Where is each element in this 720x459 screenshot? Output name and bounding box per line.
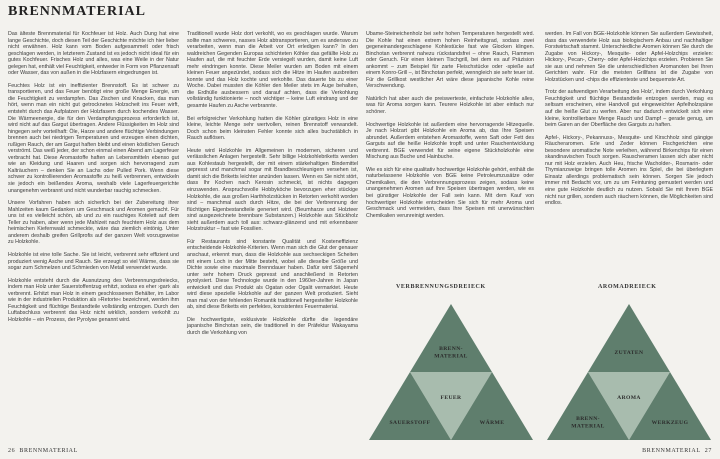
paragraph: Apfel-, Hickory-, Pekannuss-, Mesquite- und Kirschholz sind gängige Räucheraromen. Erle und Zeder können Fischgerichten eine besondere aromatische Note verleihen, während Birkenchips für einen skandinavischen Touch sorgen. Rauscheramen lassen sich aber nicht nur mit Holz erzielen. Auch Heu, frische Wacholder-, Rosmarin- oder Thymianzweige bringen tolle Aromen ins Spiel, die bei überlegtem Einsatz allerdings problematisch sein können. Sorgen Sie jedoch immer mit Bedacht vor, um zu um Feintuning gemustert werden und eine gute Holzkohle deutlich zu nutzen. Sobald Sie mit Ihrem BGE nicht nur grillen, sondern auch räuchern können, die Möglichkeiten sind endlos. bbox=[545, 134, 713, 207]
paragraph: Das älteste Brennmaterial für Kochfeuer ist Holz. Auch Dung hat eine lange Geschichte, doch diesen Teil der Geschichte möchte ich hier lieber nicht erwähnen. Holz kann vom Boden aufgesammelt oder frisch geschlagen werden, in letzterem Zustand ist es jedoch nicht ideal für ein gutes Kochfeuer. Frisches Holz und alles, was eine Weile in der Natur gelegen hat, enthält viel Feuchtigkeit, entweder in Form von Pflanzensaft oder Wasser, das von außen in die Holzfasern eingedrungen ist. bbox=[8, 31, 179, 77]
footer-left bbox=[8, 448, 78, 454]
text-column-4 bbox=[545, 31, 713, 213]
page-number: 26 bbox=[8, 448, 16, 454]
paragraph: Trotz der aufwendigen Verarbeitung des Holz', indem durch Verkohlung Feuchtigkeit und flüchtige Bestandteile entzogen werden, mag es seltsam erscheinen, eine Handvoll gut eingeweichter Apfelholzspäne auf die heiße Glut zu werfen. Aber nur dadurch entwickelt sich eine kleine, kontrollierbare Menge Rauch und Dampf – gerade genug, um beim Garen an der Oberfläche des Garguts zu haften. bbox=[545, 89, 713, 129]
paragraph: Ubame-Steineichenholz bei sehr hohen Temperaturen hergestellt wird. Die Kohle hat einen extrem hohen Reinheitsgrad, sodass zwei gegeneinandergeschlagene Kohlestücke fast wie Glocken klingen. Binchotan verbrennt nahezu rückstandsfrei – ohne Rauch, Flammen oder Geruch. Für einen kleinen Tischgrill, bei dem es auf Präzision ankommt – zum Beispiel für zarte Fleischstücke oder -spieße auf einem Konro-Grill –, ist Binchotan perfekt, wenngleich sie sehr teuer ist. Für die Grillkost westlicher Art wäre diese japanische Kohle reine Verschwendung. bbox=[366, 31, 534, 90]
paragraph: Heute wird Holzkohle im Allgemeinen in modernen, sicheren und verlässlichen Anlagen hergestellt. Sehr billige Holzkohlebriketts werden aus Kohlestaub hergestellt, der mit einem stärkehaltigen Bindemittel gepresst und manchmal sogar mit Brandbeschleunigern versehen ist, damit sich die Briketts leichter anzünden lassen. Wenn es Sie nicht stört, dass Ihr Kochen nach Kerosin schmeckt, ist nichts dagegen einzuwenden. Anspruchsvolle Hobbyköche bevorzugen eher stückige Holzkohle, die aus großen Harthholzstücken in Retorten verkohlt worden sind – manchmal auch durch Hitze, die bei der Verbrennung der flüchtigen Eigenbestandteile generiert wird. (Beumharze und Holzteer sind ausgezeichnete brennbare Substanzen.) Holzkohle aus Stückholz sieht außerdem auch toll aus: schwarz-glänzend und mit erkennbarer Holzstruktur – fast wie Fossilien. bbox=[187, 147, 358, 233]
triangle-top bbox=[410, 304, 492, 372]
combustion-triangle bbox=[366, 300, 536, 446]
aroma-triangle bbox=[544, 300, 714, 446]
text-column-2 bbox=[187, 31, 358, 343]
label-top: ZUTATEN bbox=[614, 350, 644, 356]
page-number: 27 bbox=[704, 448, 712, 454]
paragraph: Die hochwertigste, exklusivste Holzkohle dürfte die legendäre japanische Binchotan sein, die traditionell in der Präfektur Wakayama durch die Verkohlung von bbox=[187, 316, 358, 336]
paragraph: Natürlich hat aber auch die preiswerteste, einfachste Holzkohle alles, was für Aroma sorgen kann. Teurere Holzkohle ist aber einfach nur schöner. bbox=[366, 95, 534, 116]
label-bottom-right: WERKZEUG bbox=[651, 420, 689, 426]
label-bottom-left: BRENN-MATERIAL bbox=[571, 416, 605, 430]
running-header: BRENNMATERIAL bbox=[19, 448, 78, 454]
paragraph: Bei erfolgreicher Verkohlung hatten die Köhler günstiges Holz in eine kleine, leichte Menge sehr wertvollen, reinen Brennstoff verwandelt. Doch schon beim kleinsten Fehler konnte sich alles buchstäblich in Rauch auflösen. bbox=[187, 115, 358, 142]
paragraph: Wie es sich für eine qualitativ hochwertige Holzkohle gehört, enthält die naturbelassene Holzkohle von BGE keine Petroleumzusätze oder Chemikalien, die den Verbrennungsprozess zeigen, sodass keine unangenehmen Aromen auf Ihre Speisen übertragen werden, wie es bei günstiger Holzkohle der Fall sein kann. Mit dem Kauf von hochwertiger Holzkohle entscheiden Sie sich für mehr Aroma und Geschmack und vermeiden, dass Ihre Speisen mit unerwünschten Chemikalien verunreinigt werden. bbox=[366, 166, 534, 219]
label-top: BRENN-MATERIAL bbox=[434, 346, 468, 360]
footer-right bbox=[642, 448, 712, 454]
paragraph: Traditionell wurde Holz dort verkohlt, wo es geschlagen wurde. Warum sollte man schweres, nasses Holz abtransportieren, um es anderswo zu verarbeiten, wenn man die Arbeit vor Ort erledigen kann? In den waldreichen Gegenden Europas schichteten Köhler das gefällte Holz zu Haufen auf, die mit feuchter Erde versiegelt wurden, damit keine Luft mehr eindringen konnte. Diese Meiler wurden am Boden mit einem kleinen Feuer angezündet, sodass sich die Hitze im Haufen ausbreiten konnte und das Holz kochte und verkohlte. Das dauerte bis zu einer Woche. Dabei mussten die Köhler den Meiler stets im Auge behalten, die Erdhülle ausbessern und darauf achten, dass die Verkohlung vollständig funktionierte – noch wichtiger – keine Luft eindrang und der gesamte Haufen zu Asche verbrannte. bbox=[187, 31, 358, 110]
paragraph: werden. Im Fall von BGE-Holzkohle können Sie außerdem Gewissheit, dass das verwendete Holz aus biologischem Anbau und nachhaltiger Forstwirtschaft stammt. Unterschiedliche Aromen können Sie durch die Zugabe von Hickory-, Mesquite- oder Apfel-Holzchips erzielen: Hickory-, Pecan-, Cherry- oder Apfel-Holzchips erzielen. Probieren Sie sie aus und nehmen Sie die unterschiedlichen Aromanoten bei Ihren Gerichten wahr. Für die meisten Grillfans ist die Zugabe von Holzstücken und -chips die effizienteste und bequemste Art. bbox=[545, 31, 713, 83]
aroma-triangle-title: AROMADREIECK bbox=[598, 284, 657, 290]
paragraph: Hochwertige Holzkohle ist außerdem eine hervorragende Hitzequelle. Je nach Holzart gibt Holzkohle ein Aroma ab, das Ihre Speisen abrundet. Außerdem entstehen Aromastoffe, wenn Saft oder Fett des Garguts auf die heiße Holzkohle tropft und unter Rauchentwicklung verbrennt. BGE verwendet für seine eigene Stückholzkohle eine Mischung aus Buche und Hainbuche. bbox=[366, 121, 534, 161]
page-title: BRENNMATERIAL bbox=[8, 4, 146, 19]
triangle-top bbox=[588, 304, 670, 372]
paragraph: Feuchtes Holz ist ein ineffizienter Brennstoff. Es ist schwer zu transportieren, und das Feuer benötigt eine große Menge Energie, um die Feuchtigkeit zu verdampfen. Das Zischen und Knacken, das man hört, wenn man ein nicht gut getrocknetes Holzscheit ins Feuer wirft, entsteht durch das Aufplatzen der Holzfasern durch kochendes Wasser. Die Wärmeenergie, die für den Verdampfungsprozess erforderlich ist, wird nicht auf das Gargut übertragen. Andere Flüssigkeiten im Holz sind hingegen sehr vorteilhaft: Öle, Harze und andere flüchtige Verbindungen brennen auch bei niedrigen Temperaturen und erzeugen einen dichten, rußigen Rauch, der am Gargut haften bleibt und einen köstlichen Geruch verströmt. Das weiß jeder, der schon einmal einen Abend am Lagerfeuer verbracht hat. Diese Aromastoffe haften an Lebensmitteln ebenso gut wie an Kleidung und Haaren und sorgen sich hervorragend zum Kalträuchern – denken Sie an Lachs oder Pulled Pork. Wenn diese schwer zu kontrollierenden Aromastoffe zu heiß verbrennen, entwickeln sie jedoch ein beißendes Aroma, weshalb viele Lagerfeuergerichte unangenehm verbrannt und nicht wunderbar rauchig schmecken. bbox=[8, 82, 179, 194]
paragraph: Unsere Vorfahren haben sich sicherlich bei der Zubereitung ihrer Mahlzeiten kaum Gedanken um Geschmack und Aromen gemacht. Für uns ist es vielleicht schön, ab und zu ein rauchiges Kotelett auf dem Teller zu haben, aber wenn jede Mahlzeit nach feuchtem Holz aus dem heimischen Kiefernwald schmeckte, wäre das ziemlich eintönig. Unter anderem deshalb greifen Grillprofis auf der ganzen Welt vorzugsweise zu Holzkohle. bbox=[8, 200, 179, 246]
label-center: FEUER bbox=[440, 395, 462, 401]
combustion-triangle-title: VERBRENNUNGSDREIECK bbox=[396, 284, 486, 290]
paragraph: Holzkohle entsteht durch die Ausnutzung des Verbrennungsdreiecks, indem man Holz unter Sauerstoffentzug erhitzt, sodass es eher ›gart‹ als verbrennt. Erhitzt man Holz in einem geschlossenen Behälter, im Labor wie in der industriellen Produktion als »Retorte« bezeichnet, werden ihm Feuchtigkeit und flüchtige Bestandteile vollständig entzogen. Durch den Luftabschluss verbrennt das Holz nicht wirklich, sondern verkohlt zu Holzkohle – ein Prozess, der Pyrolyse genannt wird. bbox=[8, 277, 179, 323]
running-header: BRENNMATERIAL bbox=[642, 448, 701, 454]
text-column-3 bbox=[366, 31, 534, 225]
paragraph: Holzkohle ist eine tolle Sache. Sie ist leicht, verbrennt sehr effizient und produziert wenig Asche und Rauch. Sie erzeugt so viel Wärme, dass sie sogar zum Schmelzen und Schmieden von Metall verwendet wurde. bbox=[8, 251, 179, 272]
label-bottom-right: WÄRME bbox=[479, 420, 505, 426]
label-bottom-left: SAUERSTOFF bbox=[389, 420, 431, 426]
label-center: AROMA bbox=[617, 395, 641, 401]
paragraph: Für Restaurants sind konstante Qualität und Kosteneffizienz entscheidende Holzkohle-Kriterien. Wenn man sich die Glut der genauer anschaut, erkennt man, dass die Holzkohle aus sechseckigen Scheiten mit einem Loch in der Mitte besteht, wobei alle dieselbe Größe und Dichte sowie eine maximale Brenndauer haben. Dafür wird Sägemehl unter sehr hohem Druck gepresst und anschließend in Retorten pyrolysiert. Diese Technologie wurde in den 1960er-Jahren in Japan entwickelt und das Produkt als Ogatan oder Ogalit vermarktet. Heute wird diese spezielle Holzkohle auf der ganzen Welt produziert. Sieht man mal von der fehlenden Romantik traditionell hergestellter Holzkohle ab, sind diese Briketts ein perfektes, konsistentes Feuermaterial. bbox=[187, 238, 358, 311]
text-column-1 bbox=[8, 31, 179, 329]
